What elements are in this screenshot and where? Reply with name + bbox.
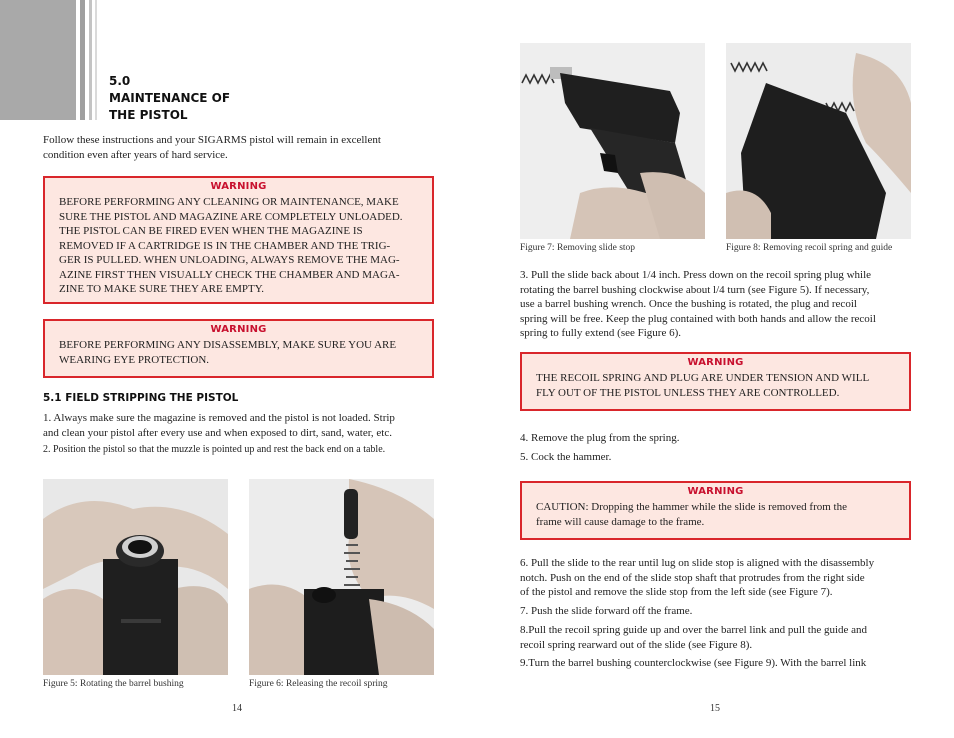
section-title-line: MAINTENANCE OF (109, 91, 231, 105)
warning-heading: WARNING (210, 324, 267, 335)
intro-line: condition even after years of hard service. (43, 148, 228, 161)
warning-line: ZINE TO MAKE SURE THEY ARE EMPTY. (59, 283, 265, 295)
warning-line: FLY OUT OF THE PISTOL UNLESS THEY ARE CONTROLLED. (536, 386, 840, 399)
corner-stripe (89, 0, 92, 120)
figure-5-caption: Figure 5: Rotating the barrel bushing (43, 679, 184, 689)
step-line: 6. Pull the slide to the rear until lug on slide stop is aligned with the disassembly (520, 557, 875, 569)
page-number: 14 (232, 703, 242, 714)
warning-box (43, 176, 434, 304)
figure-6-photo (249, 479, 434, 675)
warning-line: frame will cause damage to the frame. (536, 515, 705, 528)
intro-paragraph (43, 133, 438, 162)
warning-box (43, 319, 434, 378)
section-number: 5.0 (109, 74, 131, 88)
figure-7-photo (520, 43, 705, 239)
step-6 (520, 556, 920, 600)
step-8 (520, 623, 920, 652)
figure-5-image (43, 479, 228, 675)
step-line: and clean your pistol after every use and when exposed to dirt, sand, water, etc. (43, 426, 392, 439)
warning-body (536, 500, 909, 529)
figure-5-photo (43, 479, 228, 675)
figure-8-photo (726, 43, 911, 239)
subsection-title: 5.1 FIELD STRIPPING THE PISTOL (43, 392, 239, 404)
warning-line: AZINE FIRST THEN VISUALLY CHECK THE CHAMBER AND MAGA- (59, 268, 400, 281)
figure-6-caption: Figure 6: Releasing the recoil spring (249, 679, 388, 689)
warning-line: BEFORE PERFORMING ANY DISASSEMBLY, MAKE SURE YOU ARE (59, 339, 397, 351)
warning-box (520, 352, 911, 411)
step-line: spring to fully extend (see Figure 6). (520, 327, 681, 339)
warning-line: BEFORE PERFORMING ANY CLEANING OR MAINTENANCE, MAKE (59, 196, 399, 208)
section-title (109, 73, 230, 124)
step-5: 5. Cock the hammer. (520, 451, 612, 463)
step-line: 8.Pull the recoil spring guide up and over the barrel link and pull the guide and (520, 624, 868, 636)
warning-heading: WARNING (687, 357, 744, 368)
warning-line: CAUTION: Dropping the hammer while the slide is removed from the (536, 501, 847, 513)
step-3 (520, 268, 920, 341)
step-line: rotating the barrel bushing clockwise about l/4 turn (see Figure 5). If necessary, (520, 283, 870, 296)
warning-line: THE RECOIL SPRING AND PLUG ARE UNDER TENSION AND WILL (536, 372, 870, 384)
warning-line: THE PISTOL CAN BE FIRED EVEN WHEN THE MAGAZINE IS (59, 225, 363, 237)
warning-heading: WARNING (210, 181, 267, 192)
warning-line: SURE THE PISTOL AND MAGAZINE ARE COMPLETELY UNLOADED. (59, 210, 403, 223)
figure-7-caption: Figure 7: Removing slide stop (520, 243, 636, 253)
step-line: 1. Always make sure the magazine is removed and the pistol is not loaded. Strip (43, 412, 395, 424)
step-2: 2. Position the pistol so that the muzzle is pointed up and rest the back end on a table. (43, 444, 386, 455)
intro-line: Follow these instructions and your SIGARMS pistol will remain in excellent (43, 134, 381, 146)
step-line: use a barrel bushing wrench. Once the bushing is rotated, the plug and recoil (520, 298, 857, 310)
corner-grey-block (0, 0, 76, 120)
warning-line: WEARING EYE PROTECTION. (59, 353, 210, 366)
warning-heading: WARNING (687, 486, 744, 497)
warning-body (536, 371, 909, 400)
step-9: 9.Turn the barrel bushing counterclockwise (see Figure 9). With the barrel link (520, 657, 867, 669)
figure-8-caption: Figure 8: Removing recoil spring and guide (726, 243, 893, 253)
step-line: 3. Pull the slide back about 1/4 inch. Press down on the recoil spring plug while (520, 269, 872, 281)
figure-7-image (520, 43, 705, 239)
warning-box (520, 481, 911, 540)
step-1 (43, 411, 443, 440)
figure-6-image (249, 479, 434, 675)
warning-body (59, 195, 432, 297)
step-line: notch. Push on the end of the slide stop shaft that protrudes from the right side (520, 571, 865, 584)
corner-stripe (95, 0, 97, 120)
step-line: of the pistol and remove the slide stop from the left side (see Figure 7). (520, 586, 833, 598)
step-4: 4. Remove the plug from the spring. (520, 432, 680, 444)
page-number: 15 (710, 703, 720, 714)
warning-body (59, 338, 432, 367)
warning-line: GER IS PULLED. WHEN UNLOADING, ALWAYS REMOVE THE MAG- (59, 254, 400, 266)
step-line: spring will be free. Keep the plug contained with both hands and allow the recoil (520, 312, 876, 325)
step-7: 7. Push the slide forward off the frame. (520, 605, 693, 617)
step-line: recoil spring rearward out of the slide (see Figure 8). (520, 638, 753, 651)
section-title-line: THE PISTOL (109, 108, 188, 122)
corner-stripe (80, 0, 85, 120)
figure-8-image (726, 43, 911, 239)
warning-line: REMOVED IF A CARTRIDGE IS IN THE CHAMBER AND THE TRIG- (59, 239, 391, 252)
